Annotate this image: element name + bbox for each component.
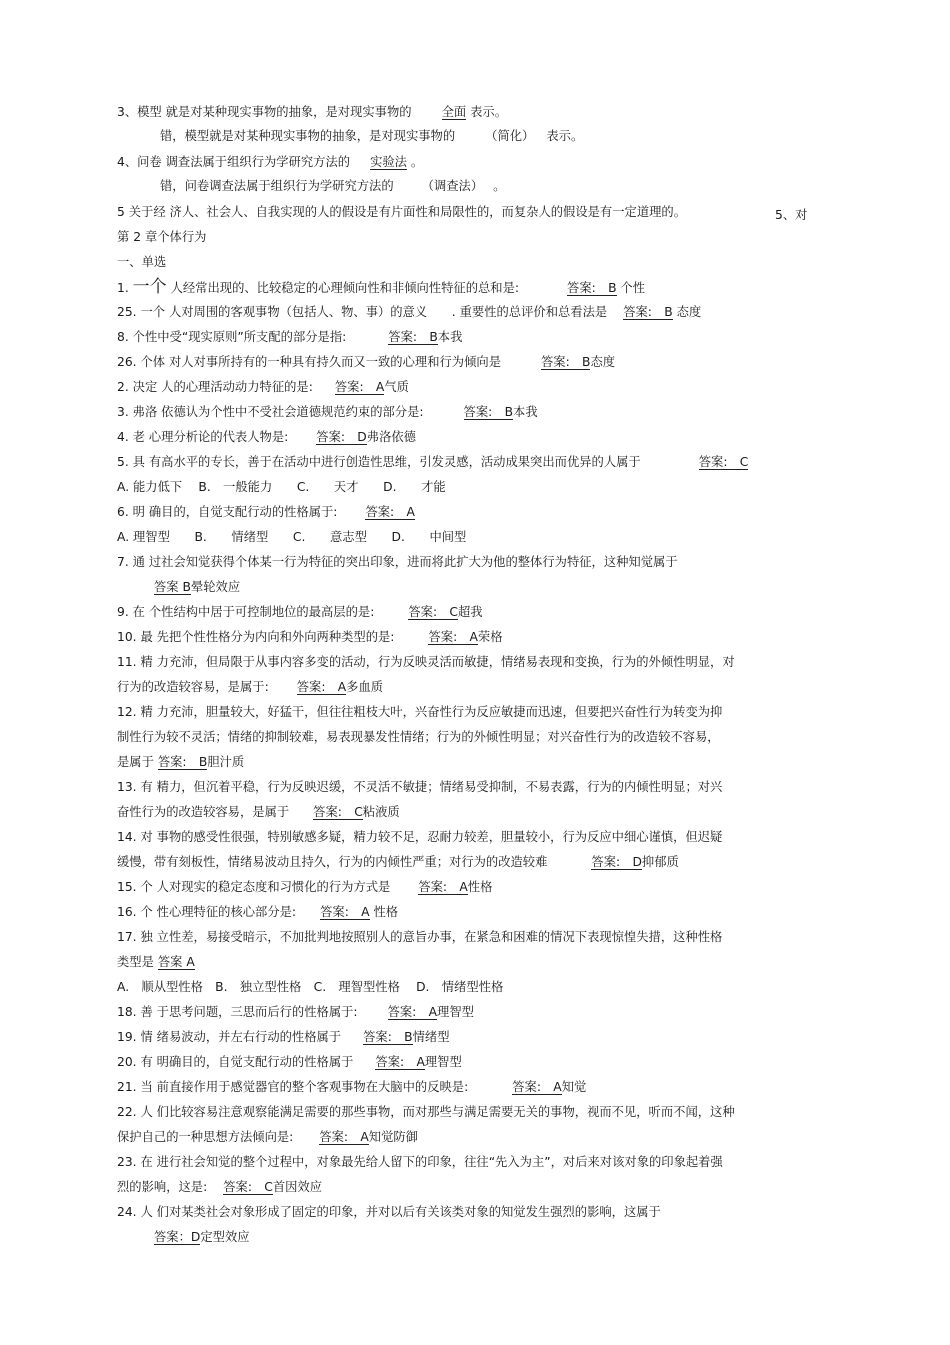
answer-text: 性格	[467, 880, 493, 894]
question-24-answer	[154, 1230, 250, 1245]
question-5	[117, 455, 748, 470]
text: 25. 一个 人对周围的客观事物（包括人、物、事）的意义 . 重要性的总评价和总看法是	[117, 305, 608, 319]
answer: 答案: A	[334, 380, 385, 394]
answer: 答案: A	[375, 1055, 425, 1069]
answer: 答案 A	[157, 955, 195, 969]
answer: 答案: B	[463, 405, 514, 419]
question-26	[117, 355, 615, 370]
question-3	[117, 405, 538, 420]
answer-text: 首因效应	[272, 1180, 323, 1194]
item-4-survey	[117, 155, 423, 170]
item-5-assumption	[117, 205, 686, 220]
question-11: 11. 精 力充沛，但局限于从事内容多变的活动，行为反映灵活而敏捷，情绪易表现和变换，行为的外倾性明显，对	[117, 655, 735, 669]
answer-text: 性格	[373, 905, 399, 919]
answer: 答案: A	[418, 880, 468, 894]
answer: 答案: B	[363, 1030, 413, 1044]
text: 9. 在 个性结构中居于可控制地位的最高层的是:	[117, 605, 375, 619]
answer: 答案: A	[320, 905, 370, 919]
question-17-cont	[117, 955, 195, 970]
question-7-answer	[154, 580, 240, 595]
question-17: 17. 独 立性差，易接受暗示，不加批判地按照别人的意旨办事，在紧急和困难的情况下表现惊惶失措，这种性格	[117, 930, 723, 944]
text: 缓慢，带有刻板性，情绪易波动且持久，行为的内倾性严重；对行为的改造较难	[117, 855, 548, 869]
answer: 答案: B	[623, 305, 673, 319]
question-6	[117, 505, 415, 520]
text: 表示。	[470, 105, 507, 119]
question-23: 23. 在 进行社会知觉的整个过程中，对象最先给人留下的印象，往往“先入为主”，对后来对该对象的印象起着强	[117, 1155, 723, 1169]
text: 6. 明 确目的，自觉支配行动的性格属于:	[117, 505, 338, 519]
item-5-right: 5、对	[775, 208, 808, 222]
text: 21. 当 前直接作用于感觉器官的整个客观事物在大脑中的反映是:	[117, 1080, 469, 1094]
answer-text: 弗洛依德	[366, 430, 416, 444]
answer: 答案: A	[512, 1080, 562, 1094]
blank-answer: （调查法）	[421, 179, 484, 193]
answer: 答案: B	[388, 330, 438, 344]
question-24: 24. 人 们对某类社会对象形成了固定的印象，并对以后有关该类对象的知觉发生强烈的影响，这属于	[117, 1205, 661, 1219]
blank-answer: 实验法	[370, 155, 407, 169]
text: 26. 个体 对人对事所持有的一种具有持久而又一致的心理和行为倾向是	[117, 355, 501, 369]
question-12-cont1: 制性行为较不灵活；情绪的抑制较难，易表现暴发性情绪；行为的外倾性明显；对兴奋性行为的改造较不容易，	[117, 730, 720, 744]
answer-text: 理智型	[424, 1055, 462, 1069]
answer-text: 定型效应	[200, 1230, 250, 1244]
text: 20. 有 明确目的，自觉支配行动的性格属于	[117, 1055, 354, 1069]
question-1	[117, 277, 646, 297]
answer-text: 晕轮效应	[190, 580, 241, 594]
answer: 答案：D	[154, 1230, 201, 1244]
text: 2. 决定 人的心理活动动力特征的是:	[117, 380, 313, 394]
text: 15. 个 人对现实的稳定态度和习惯化的行为方式是	[117, 880, 391, 894]
text: 19. 情 绪易波动，并左右行动的性格属于	[117, 1030, 342, 1044]
answer: 答案: C	[313, 805, 363, 819]
question-22-cont	[117, 1130, 418, 1145]
text: 16. 个 性心理特征的核心部分是:	[117, 905, 297, 919]
answer-text: 理智型	[437, 1005, 474, 1019]
answer: 答案: B	[541, 355, 591, 369]
text: 5. 具 有高水平的专长，善于在活动中进行创造性思维，引发灵感，活动成果突出而优异的人属于	[117, 455, 641, 469]
blank-answer: 全面	[441, 105, 467, 119]
text-large: 一个	[132, 277, 167, 297]
item-3-model	[117, 105, 507, 120]
answer-text: 个性	[620, 281, 646, 295]
question-25	[117, 305, 701, 320]
answer: 答案: A	[365, 505, 415, 519]
question-12: 12. 精 力充沛，胆量较大，好猛干，但往往粗枝大叶，兴奋性行为反应敏捷而迅速，但要把兴奋性行为转变为抑	[117, 705, 723, 719]
answer-text: 知觉	[561, 1080, 587, 1094]
answer-text: 粘液质	[362, 805, 400, 819]
question-13: 13. 有 精力，但沉着平稳，行为反映迟缓，不灵活不敏捷；情绪易受抑制，不易表露，行为的内倾性明显；对兴	[117, 780, 723, 794]
answer: 答案: C	[408, 605, 458, 619]
answer: 答案: D	[316, 430, 367, 444]
text: 18. 善 于思考问题，三思而后行的性格属于:	[117, 1005, 358, 1019]
question-18	[117, 1005, 474, 1020]
text: 奋性行为的改造较容易，是属于	[117, 805, 290, 819]
question-9	[117, 605, 483, 620]
question-23-cont	[117, 1180, 322, 1195]
question-11-cont	[117, 680, 383, 695]
answer-text: 情绪型	[412, 1030, 450, 1044]
text: 错，问卷调查法属于组织行为学研究方法的	[160, 179, 394, 193]
answer-text: 多血质	[346, 680, 384, 694]
text: 错，模型就是对某种现实事物的抽象，是对现实事物的	[160, 129, 456, 143]
question-2	[117, 380, 409, 395]
text: 。	[493, 179, 506, 193]
text: 。	[410, 155, 424, 169]
answer: 答案 B	[154, 580, 191, 594]
question-16	[117, 905, 398, 920]
answer: 答案: A	[428, 630, 478, 644]
question-17-options: A. 顺从型性格 B. 独立型性格 C. 理智型性格 D. 情绪型性格	[117, 980, 504, 994]
text: 烈的影响，这是:	[117, 1180, 208, 1194]
question-21	[117, 1080, 586, 1095]
answer: 答案: C	[698, 455, 749, 469]
answer: 答案: A	[387, 1005, 438, 1019]
text: 人经常出现的、比较稳定的心理倾向性和非倾向性特征的总和是:	[170, 281, 520, 295]
answer-text: 气质	[384, 380, 409, 394]
question-12-cont2	[117, 755, 244, 770]
text: 5 关于经 济人、社会人、自我实现的人的假设是有片面性和局限性的，而复杂人的假设是有一定道理的。	[117, 205, 687, 219]
answer-text: 态度	[676, 305, 702, 319]
section-title: 一、单选	[117, 255, 167, 269]
answer-text: 态度	[590, 355, 616, 369]
question-7: 7. 通 过社会知觉获得个体某一行为特征的突出印象，进而将此扩大为他的整体行为特征，这种知觉属于	[117, 555, 678, 569]
text: 表示。	[546, 129, 584, 143]
answer-text: 本我	[437, 330, 463, 344]
answer: 答案: C	[223, 1180, 273, 1194]
answer: 答案: B	[567, 281, 617, 295]
item-4-correction	[160, 179, 505, 194]
blank-answer: （简化）	[485, 129, 535, 143]
chapter-title: 第 2 章个体行为	[117, 230, 207, 244]
text: 保护自己的一种思想方法倾向是:	[117, 1130, 294, 1144]
answer-text: 本我	[513, 405, 538, 419]
question-20	[117, 1055, 462, 1070]
question-19	[117, 1030, 450, 1045]
text: 10. 最 先把个性性格分为内向和外向两种类型的是:	[117, 630, 395, 644]
text: 是属于	[117, 755, 154, 769]
question-14-cont	[117, 855, 679, 870]
answer: 答案: B	[157, 755, 208, 769]
answer-text: 胆汁质	[207, 755, 245, 769]
text: 4、问卷 调查法属于组织行为学研究方法的	[117, 155, 351, 169]
answer: 答案: A	[319, 1130, 369, 1144]
text: 8. 个性中受“现实原则”所支配的部分是指:	[117, 330, 347, 344]
question-4	[117, 430, 416, 445]
answer: 答案: D	[591, 855, 642, 869]
question-14: 14. 对 事物的感受性很强，特别敏感多疑，精力较不足，忍耐力较差，胆量较小，行为反应中细心谨慎，但迟疑	[117, 830, 723, 844]
question-13-cont	[117, 805, 400, 820]
question-10	[117, 630, 503, 645]
question-15	[117, 880, 492, 895]
answer: 答案: A	[296, 680, 347, 694]
text: 4. 老 心理分析论的代表人物是:	[117, 430, 289, 444]
question-8	[117, 330, 462, 345]
text: 3、模型 就是对某种现实事物的抽象，是对现实事物的	[117, 105, 412, 119]
question-22: 22. 人 们比较容易注意观察能满足需要的那些事物，而对那些与满足需要无关的事物，视而不见，听而不闻，这种	[117, 1105, 735, 1119]
question-6-options: A. 理智型 B. 情绪型 C. 意志型 D. 中间型	[117, 530, 467, 544]
text: 行为的改造较容易，是属于:	[117, 680, 269, 694]
answer-text: 知觉防御	[368, 1130, 418, 1144]
text: 类型是	[117, 955, 154, 969]
answer-text: 抑郁质	[641, 855, 679, 869]
item-3-correction	[160, 129, 583, 144]
text: 3. 弗洛 依德认为个性中不受社会道德规范约束的部分是:	[117, 405, 424, 419]
answer-text: 超我	[457, 605, 483, 619]
answer-text: 荣格	[477, 630, 503, 644]
q-number: 1.	[117, 281, 129, 295]
question-5-options: A. 能力低下 B. 一般能力 C. 天才 D. 才能	[117, 480, 446, 494]
